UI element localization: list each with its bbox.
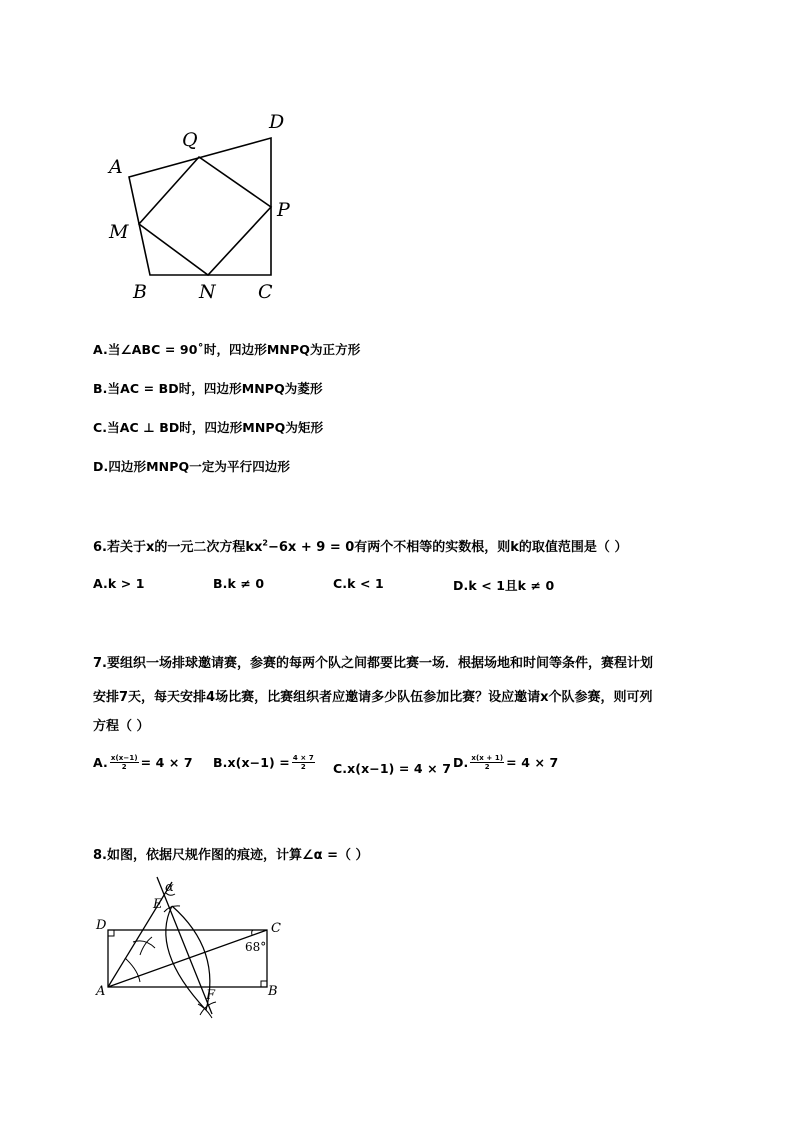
- label-A: A: [109, 156, 123, 178]
- q6-option-b: B.k ≠ 0: [213, 576, 265, 591]
- q5-option-a: A.当∠ABC = 90˚时，四边形MNPQ为正方形: [93, 342, 361, 357]
- label-B: B: [133, 281, 147, 303]
- q5-option-d: D.四边形MNPQ一定为平行四边形: [93, 459, 291, 474]
- label-A2: A: [96, 984, 106, 999]
- q7-stem-line3: 方程（ ）: [93, 719, 150, 734]
- q7-option-a: A. $\frac{x(x-1)}{2}$ = 4 × 7: [93, 754, 193, 771]
- angle-68-label: 68°: [245, 940, 267, 954]
- label-N: N: [199, 281, 216, 303]
- label-D2: D: [96, 918, 107, 933]
- label-Q: Q: [182, 129, 198, 151]
- q7-option-c: C.x(x−1) = 4 × 7: [333, 761, 451, 776]
- q5-option-c: C.当AC ⊥ BD时，四边形MNPQ为矩形: [93, 420, 324, 435]
- q8-stem: 8.如图，依据尺规作图的痕迹，计算∠α =（ ）: [93, 848, 369, 863]
- label-C: C: [258, 281, 273, 303]
- q6-option-c: C.k < 1: [333, 576, 384, 591]
- label-C2: C: [271, 921, 281, 936]
- label-B2: B: [268, 984, 278, 999]
- q7-option-d: D. $\frac{x(x + 1)}{2}$ = 4 × 7: [453, 754, 559, 771]
- label-F: F: [206, 988, 216, 1003]
- q6-option-a: A.k > 1: [93, 576, 145, 591]
- q6-option-d: D.k < 1且k ≠ 0: [453, 578, 555, 593]
- label-E: E: [153, 897, 163, 912]
- alpha-label: α: [165, 880, 174, 895]
- label-M: M: [109, 221, 129, 243]
- q5-option-b: B.当AC = BD时，四边形MNPQ为菱形: [93, 381, 323, 396]
- q7-option-b: B.x(x−1) = $\frac{4 \times 7}{2}$: [213, 754, 314, 771]
- q6-stem: 6.若关于x的一元二次方程$kx^2-6x + 9 = 0$有两个不相等的实数根，则k的取值范围是（ ）: [93, 538, 628, 555]
- label-P: P: [277, 199, 290, 221]
- label-D: D: [269, 111, 285, 133]
- q7-stem-line1: 7.要组织一场排球邀请赛，参赛的每两个队之间都要比赛一场．根据场地和时间等条件，赛程计划: [93, 656, 653, 671]
- q7-stem-line2: 安排7天，每天安排4场比赛，比赛组织者应邀请多少队伍参加比赛？设应邀请x个队参赛，则可列: [93, 690, 653, 705]
